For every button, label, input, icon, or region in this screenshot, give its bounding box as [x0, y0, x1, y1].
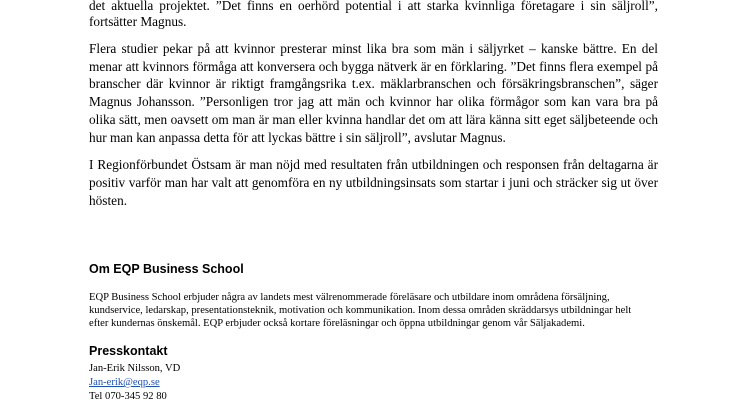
para1-line-3: branscher där kvinnor är riktigt framgångsrika t.ex. mäklarbranschen och försäkringsbranschen”, säger — [89, 76, 658, 91]
about-heading: Om EQP Business School — [89, 262, 244, 276]
para1-line-2: menar att kvinnors förmåga att konversera och bygga nätverk är en förklaring. ”Det finns flera exempel på — [89, 59, 658, 74]
para2-line-3: hösten. — [89, 193, 128, 208]
press-phone: Tel 070-345 92 80 — [89, 391, 167, 402]
intro-line-1: det aktuella projektet. ”Det finns en oerhörd potential i att starka kvinnliga företagare i sin säljroll”, — [89, 0, 658, 13]
press-email-link[interactable]: Jan-erik@eqp.se — [89, 377, 160, 388]
para2-line-1: I Regionförbundet Östsam är man nöjd med resultaten från utbildningen och responsen från deltagarna är — [89, 157, 658, 172]
press-heading: Presskontakt — [89, 344, 168, 358]
about-line-2: kundservice, ledarskap, presentationsteknik, motivation och kommunikation. Inom dessa områden skräddarsys utbildningar helt — [89, 305, 632, 316]
intro-line-2: fortsätter Magnus. — [89, 14, 187, 29]
para1-line-1: Flera studier pekar på att kvinnor presterar minst lika bra som män i säljyrket – kanske bättre. En del — [89, 41, 658, 56]
about-line-3: efter kundernas önskemål. EQP erbjuder också kortare föreläsningar och öppna utbildningar genom vår Säljakademi. — [89, 318, 585, 329]
para1-line-5: olika sätt, men oavsett om man är man eller kvinna handlar det om att lära känna sitt eget säljbeteende och — [89, 112, 658, 127]
para1-line-6: hur man kan anpassa detta för att lyckas bättre i sin säljroll”, avslutar Magnus. — [89, 130, 506, 145]
press-contact-name: Jan-Erik Nilsson, VD — [89, 363, 181, 374]
about-line-1: EQP Business School erbjuder några av landets mest välrenommerade föreläsare och utbildare inom områdena försäljning, — [89, 292, 610, 303]
para1-line-4: Magnus Johansson. ”Personligen tror jag att män och kvinnor har olika förmågor som kan vara bra på — [89, 94, 658, 109]
para2-line-2: positiv varför man har valt att genomföra en ny utbildningsinsats som startar i juni och sträcker sig ut över — [89, 175, 658, 190]
